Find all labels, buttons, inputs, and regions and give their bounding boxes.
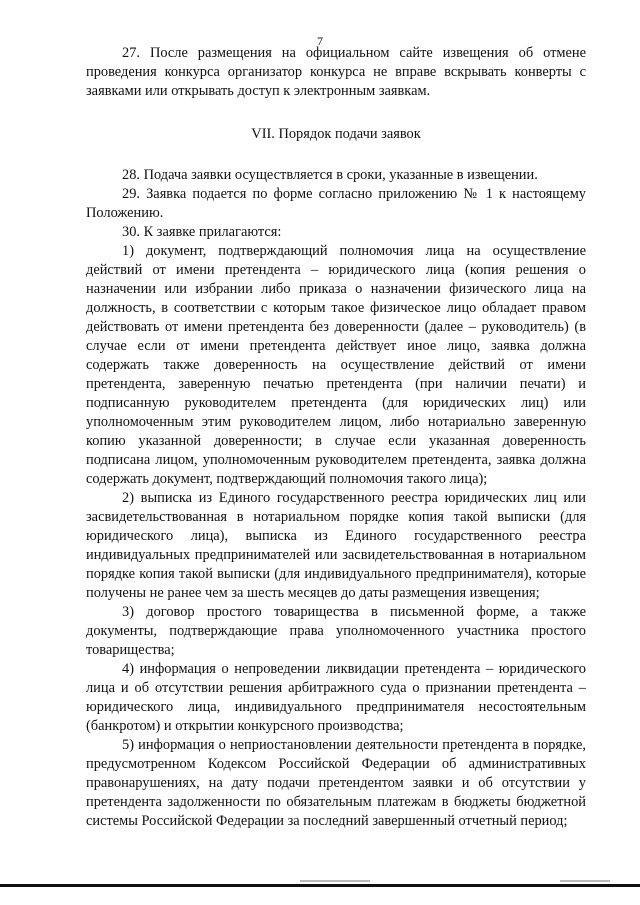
document-body: [86, 44, 586, 831]
section-heading: VII. Порядок подачи заявок: [251, 126, 421, 142]
paragraph-30: 30. К заявке прилагаются:: [122, 224, 282, 240]
list-item-2: 2) выписка из Единого государственного реестра юридических лиц или засвидетельствованная в нотариальном порядке копия такой выписки (для юридического лица), выписка из Единого государственного реестра индивидуальных предпринимателей или засвидетельствованная в нотариальном порядке копия такой выписки (для индивидуального предпринимателя), которые получены не ранее чем за шесть месяцев до даты размещения извещения;: [86, 490, 586, 601]
paragraph-27: 27. После размещения на официальном сайте извещения об отмене проведения конкурса организатор конкурса не вправе вскрывать конверты с заявками или открывать доступ к электронным заявкам.: [86, 45, 586, 99]
paragraph-29: 29. Заявка подается по форме согласно приложению № 1 к настоящему Положению.: [86, 186, 586, 221]
list-item-1: 1) документ, подтверждающий полномочия лица на осуществление действий от имени претендента – юридического лица (копия решения о назначении или избрании либо приказа о назначении физического лица на должность, в соответствии с которым такое физическое лицо обладает правом действовать от имени претендента без доверенности (далее – руководитель) (в случае если от имени претендента действует иное лицо, заявка должна содержать также доверенность на осуществление действий от имени претендента, заверенную печатью претендента (при наличии печати) и подписанную руководителем претендента (для юридических лиц) или уполномоченным этим руководителем лицом, либо нотариально заверенную копию указанной доверенности; в случае если указанная доверенность подписана лицом, уполномоченным руководителем претендента, заявка должна содержать документ, подтверждающий полномочия такого лица);: [86, 243, 586, 487]
paragraph-28: 28. Подача заявки осуществляется в сроки, указанные в извещении.: [122, 167, 538, 183]
scan-artifact: [300, 880, 370, 882]
list-item-4: 4) информация о непроведении ликвидации претендента – юридического лица и об отсутствии решения арбитражного суда о признании претендента – юридического лица, индивидуального предпринимателя несостоятельным (банкротом) и открытии конкурсного производства;: [86, 661, 586, 734]
list-item-3: 3) договор простого товарищества в письменной форме, а также документы, подтверждающие права уполномоченного участника простого товарищества;: [86, 604, 586, 658]
bottom-scan-edge: [0, 884, 640, 887]
list-item-5: 5) информация о неприостановлении деятельности претендента в порядке, предусмотренном Кодексом Российской Федерации об административных правонарушениях, на дату подачи претендентом заявки и об отсутствии у претендента задолженности по обязательным платежам в бюджеты бюджетной системы Российской Федерации за последний завершенный отчетный период;: [86, 737, 586, 829]
scan-artifact: [560, 880, 610, 882]
page-number: 7: [317, 34, 323, 48]
